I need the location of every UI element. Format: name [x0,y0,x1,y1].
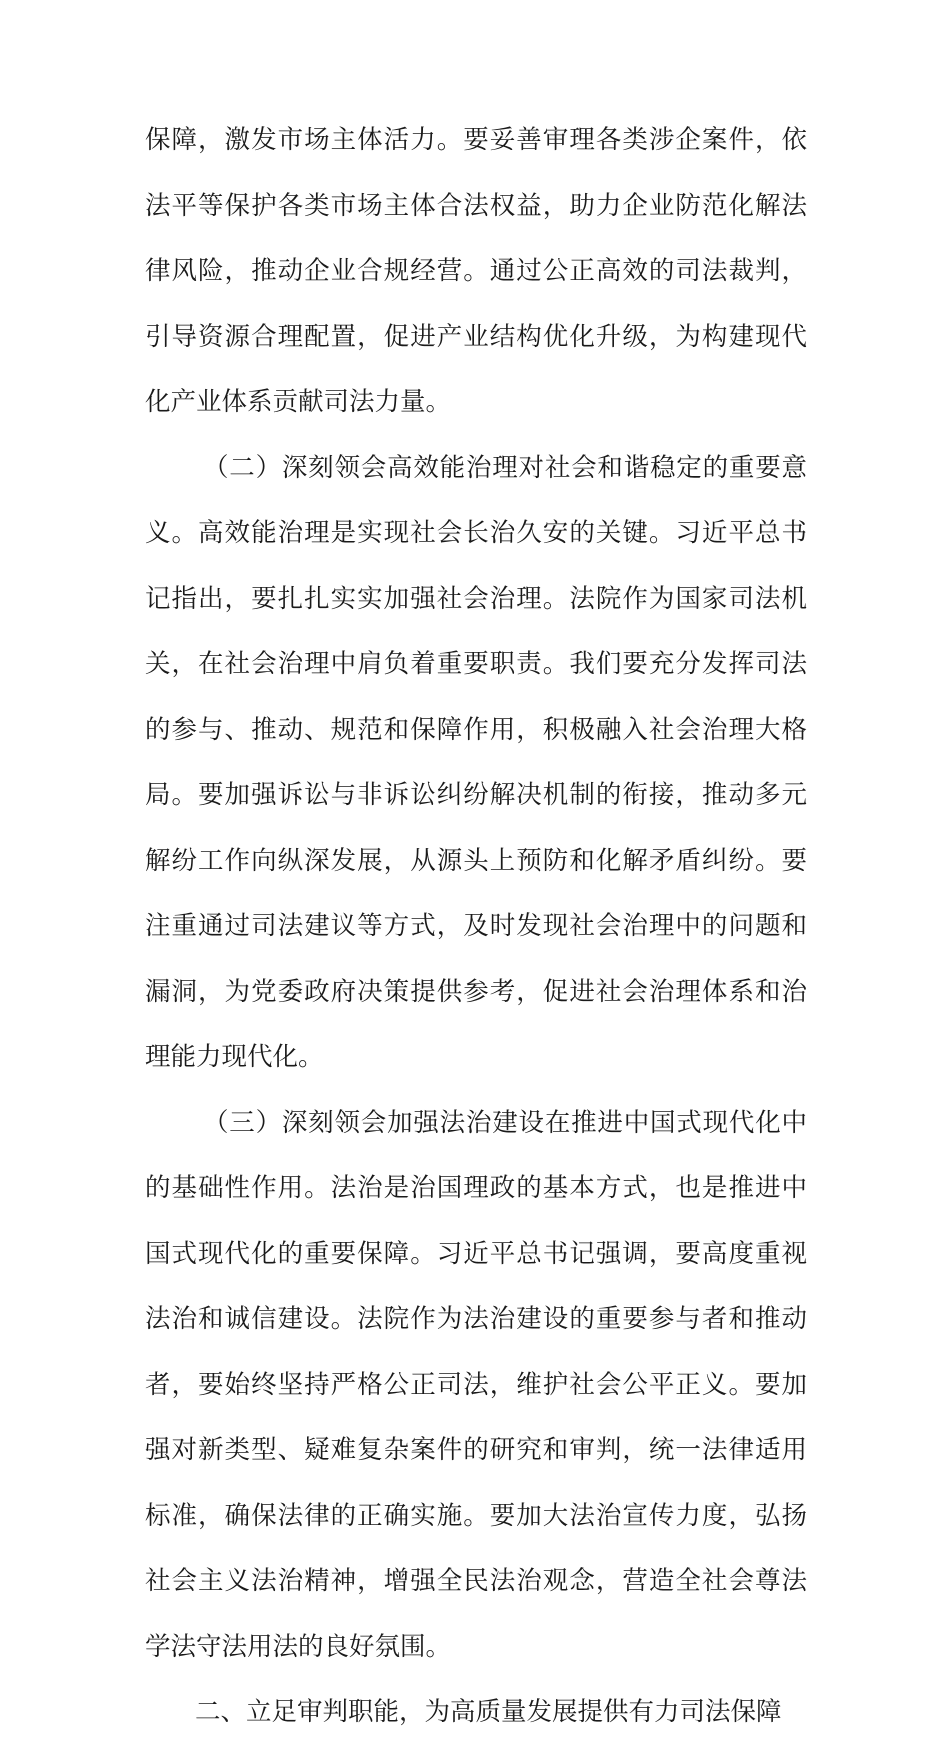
text-line: 局。要加强诉讼与非诉讼纠纷解决机制的衔接，推动多元 [145,780,807,810]
text-line: 强对新类型、疑难复杂案件的研究和审判，统一法律适用 [145,1435,807,1465]
text-line: 注重通过司法建议等方式，及时发现社会治理中的问题和 [145,911,807,941]
text-line: （二）深刻领会高效能治理对社会和谐稳定的重要意 [203,452,807,483]
text-line: 化产业体系贡献司法力量。 [145,387,452,417]
paragraph-3 [145,1101,807,1691]
text-line: 解纷工作向纵深发展，从源头上预防和化解矛盾纠纷。要 [145,845,807,876]
text-line: 理能力现代化。 [145,1042,324,1072]
text-line: 记指出，要扎扎实实加强社会治理。法院作为国家司法机 [145,583,807,614]
text-line: 保障，激发市场主体活力。要妥善审理各类涉企案件，依 [145,125,807,155]
text-line: 标准，确保法律的正确实施。要加大法治宣传力度，弘扬 [145,1500,807,1531]
text-line: 法治和诚信建设。法院作为法治建设的重要参与者和推动 [145,1304,807,1334]
document-page [145,118,807,1756]
text-line: 引导资源合理配置，促进产业结构优化升级，为构建现代 [145,321,807,352]
text-line: 法平等保护各类市场主体合法权益，助力企业防范化解法 [145,190,807,221]
text-line: 关，在社会治理中肩负着重要职责。我们要充分发挥司法 [145,649,807,679]
section-heading: 二、立足审判职能，为高质量发展提供有力司法保障 [195,1697,782,1727]
text-line: 的参与、推动、规范和保障作用，积极融入社会治理大格 [145,714,807,745]
paragraph-1 [145,118,807,446]
text-line: 国式现代化的重要保障。习近平总书记强调，要高度重视 [145,1238,807,1269]
text-line: 学法守法用法的良好氛围。 [145,1631,452,1662]
text-line: 义。高效能治理是实现社会长治久安的关键。习近平总书 [145,518,807,548]
paragraph-2 [145,446,807,1101]
text-line: 律风险，推动企业合规经营。通过公正高效的司法裁判， [145,256,807,286]
text-line: （三）深刻领会加强法治建设在推进中国式现代化中 [203,1107,807,1138]
text-line: 者，要始终坚持严格公正司法，维护社会公平正义。要加 [145,1369,807,1400]
text-line: 的基础性作用。法治是治国理政的基本方式，也是推进中 [145,1173,807,1203]
text-line: 漏洞，为党委政府决策提供参考，促进社会治理体系和治 [145,976,807,1007]
text-line: 社会主义法治精神，增强全民法治观念，营造全社会尊法 [145,1566,807,1596]
